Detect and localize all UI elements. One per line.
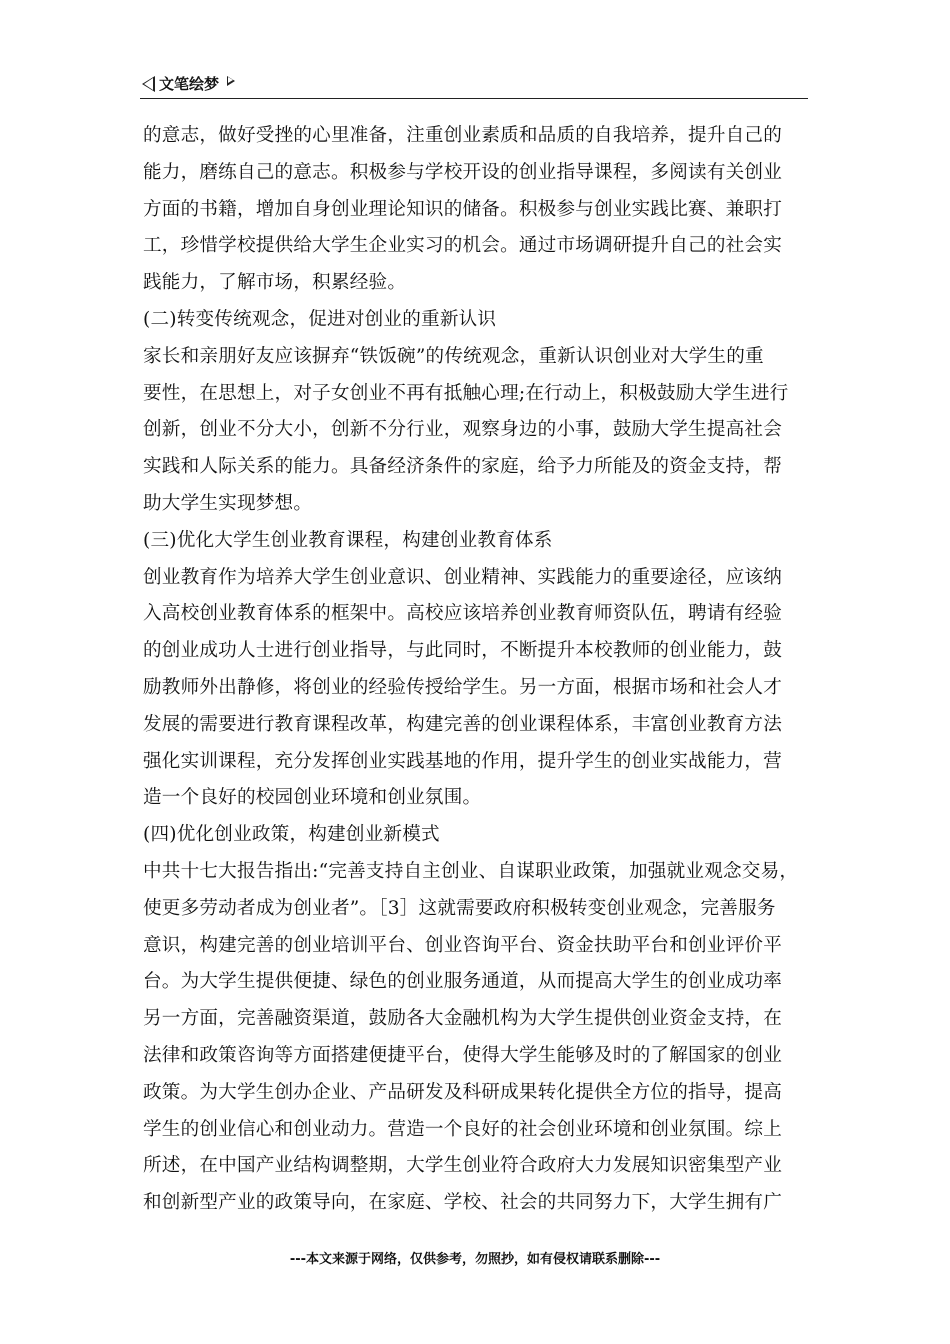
text-line: 造一个良好的校园创业环境和创业氛围。 (143, 787, 482, 809)
header-brand (142, 73, 235, 94)
text-line: 强化实训课程，充分发挥创业实践基地的作用，提升学生的创业实战能力，营 (143, 750, 782, 772)
text-line: 发展的需要进行教育课程改革，构建完善的创业课程体系，丰富创业教育方法 (143, 713, 782, 735)
text-line: 要性，在思想上，对子女创业不再有抵触心理;在行动上，积极鼓励大学生进行 (143, 382, 789, 404)
text-line: (三)优化大学生创业教育课程，构建创业教育体系 (143, 529, 553, 551)
text-line: 另一方面，完善融资渠道，鼓励各大金融机构为大学生提供创业资金支持，在 (143, 1008, 782, 1030)
text-line: 的意志，做好受挫的心里准备，注重创业素质和品质的自我培养，提升自己的 (143, 125, 782, 146)
text-line: 践能力，了解市场，积累经验。 (143, 272, 407, 294)
text-line: 台。为大学生提供便捷、绿色的创业服务通道，从而提高大学生的创业成功率 (143, 971, 782, 993)
text-line: 创业教育作为培养大学生创业意识、创业精神、实践能力的重要途径，应该纳 (143, 566, 782, 588)
page-header (140, 70, 808, 99)
text-line: 意识，构建完善的创业培训平台、创业咨询平台、资金扶助平台和创业评价平 (143, 934, 782, 956)
page-footer: ---本文来源于网络，仅供参考，勿照抄，如有侵权请联系删除--- (289, 1252, 661, 1267)
text-line: 励教师外出静修，将创业的经验传授给学生。另一方面，根据市场和社会人才 (143, 676, 782, 698)
text-line: 工，珍惜学校提供给大学生企业实习的机会。通过市场调研提升自己的社会实 (143, 235, 782, 257)
text-line: 方面的书籍，增加自身创业理论知识的储备。积极参与创业实践比赛、兼职打 (143, 198, 782, 220)
triangle-left-icon (142, 76, 155, 92)
text-line: 政策。为大学生创办企业、产品研发及科研成果转化提供全方位的指导，提高 (143, 1081, 782, 1103)
text-line: 实践和人际关系的能力。具备经济条件的家庭，给予力所能及的资金支持，帮 (143, 456, 782, 478)
text-line: 入高校创业教育体系的框架中。高校应该培养创业教育师资队伍，聘请有经验 (143, 603, 782, 625)
text-line: 的创业成功人士进行创业指导，与此同时，不断提升本校教师的创业能力，鼓 (143, 640, 782, 662)
triangle-right-icon (227, 76, 235, 86)
text-line: 创新，创业不分大小，创新不分行业，观察身边的小事，鼓励大学生提高社会 (143, 419, 782, 441)
brand-text: 文笔绘梦 (159, 75, 220, 93)
text-line: 所述，在中国产业结构调整期，大学生创业符合政府大力发展知识密集型产业 (143, 1155, 782, 1177)
text-line: (四)优化创业政策，构建创业新模式 (143, 824, 440, 846)
text-line: 能力，磨练自己的意志。积极参与学校开设的创业指导课程，多阅读有关创业 (143, 161, 782, 183)
text-line: 中共十七大报告指出:“完善支持自主创业、自谋职业政策，加强就业观念交易， (143, 860, 799, 882)
text-line: 使更多劳动者成为创业者”。［3］这就需要政府积极转变创业观念，完善服务 (143, 897, 776, 919)
text-line: (二)转变传统观念，促进对创业的重新认识 (143, 308, 497, 330)
text-line: 和创新型产业的政策导向，在家庭、学校、社会的共同努力下，大学生拥有广 (143, 1192, 782, 1214)
document-body (143, 118, 811, 1222)
text-line: 学生的创业信心和创业动力。营造一个良好的社会创业环境和创业氛围。综上 (143, 1118, 782, 1140)
text-line: 法律和政策咨询等方面搭建便捷平台，使得大学生能够及时的了解国家的创业 (143, 1044, 782, 1066)
text-line: 家长和亲朋好友应该摒弃“铁饭碗”的传统观念，重新认识创业对大学生的重 (143, 345, 764, 367)
text-line: 助大学生实现梦想。 (143, 492, 313, 514)
